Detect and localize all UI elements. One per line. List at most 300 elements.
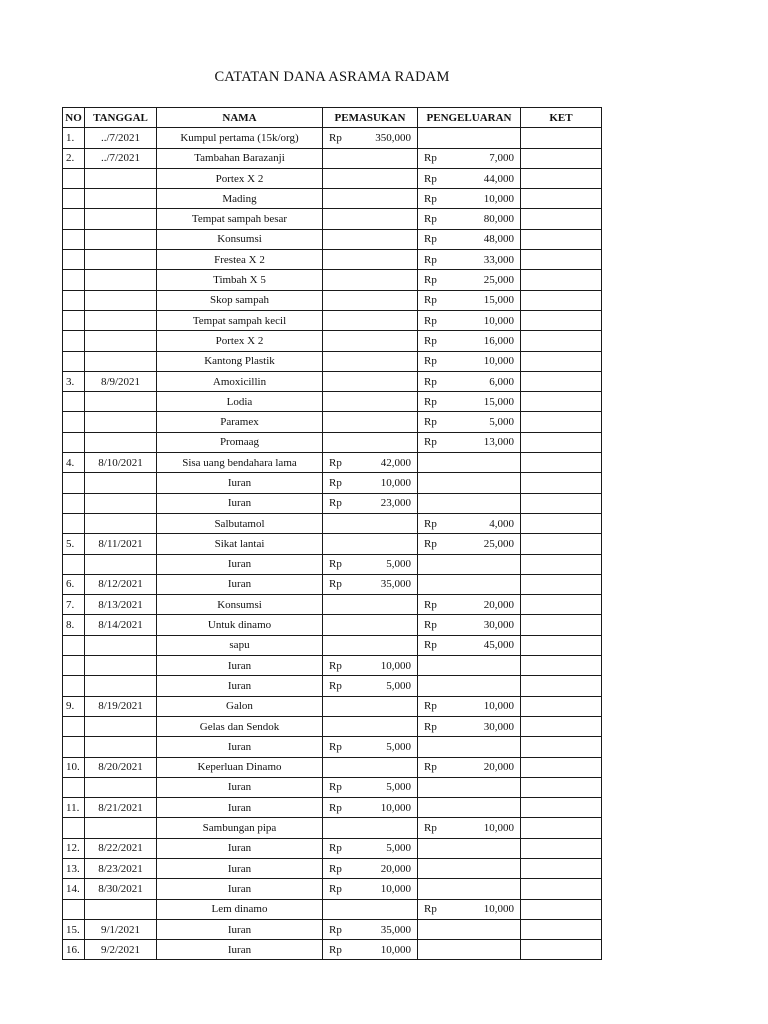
- header-ket: KET: [521, 108, 602, 128]
- cell-ket: [521, 392, 602, 412]
- cell-tanggal: 8/12/2021: [85, 574, 157, 594]
- cell-pengeluaran: [418, 798, 521, 818]
- cell-pemasukan: [323, 534, 418, 554]
- cell-pemasukan: [323, 128, 418, 148]
- cell-nama: Salbutamol: [157, 513, 323, 533]
- cell-pengeluaran: [418, 554, 521, 574]
- cell-no: 15.: [63, 919, 85, 939]
- table-row: [63, 635, 602, 655]
- cell-pengeluaran: [418, 351, 521, 371]
- cell-ket: [521, 432, 602, 452]
- currency-label: Rp: [424, 700, 437, 713]
- cell-ket: [521, 554, 602, 574]
- cell-nama: Sisa uang bendahara lama: [157, 453, 323, 473]
- currency-label: Rp: [329, 456, 342, 469]
- cell-pemasukan: [323, 696, 418, 716]
- currency-label: Rp: [424, 294, 437, 307]
- amount-value: 7,000: [489, 152, 514, 165]
- cell-pengeluaran: [418, 432, 521, 452]
- cell-pemasukan: [323, 331, 418, 351]
- cell-nama: Gelas dan Sendok: [157, 716, 323, 736]
- cell-tanggal: 8/10/2021: [85, 453, 157, 473]
- amount-value: 48,000: [483, 233, 514, 246]
- cell-nama: Iuran: [157, 777, 323, 797]
- cell-ket: [521, 696, 602, 716]
- amount-value: 10,000: [483, 314, 514, 327]
- table-row: [63, 128, 602, 148]
- cell-nama: Untuk dinamo: [157, 615, 323, 635]
- cell-nama: Iuran: [157, 737, 323, 757]
- cell-nama: Galon: [157, 696, 323, 716]
- currency-label: Rp: [329, 882, 342, 895]
- cell-no: [63, 189, 85, 209]
- cell-tanggal: 8/22/2021: [85, 838, 157, 858]
- table-row: [63, 838, 602, 858]
- cell-no: 2.: [63, 148, 85, 168]
- cell-no: [63, 818, 85, 838]
- cell-pengeluaran: [418, 310, 521, 330]
- amount-value: 10,000: [483, 355, 514, 368]
- cell-pemasukan: [323, 351, 418, 371]
- currency-label: Rp: [329, 476, 342, 489]
- cell-tanggal: [85, 432, 157, 452]
- cell-tanggal: [85, 209, 157, 229]
- table-row: [63, 168, 602, 188]
- cell-nama: Iuran: [157, 574, 323, 594]
- cell-pemasukan: [323, 209, 418, 229]
- amount-value: 20,000: [483, 598, 514, 611]
- cell-nama: Iuran: [157, 838, 323, 858]
- amount-value: 5,000: [386, 679, 411, 692]
- cell-pengeluaran: [418, 250, 521, 270]
- cell-nama: Konsumsi: [157, 595, 323, 615]
- table-row: [63, 209, 602, 229]
- cell-no: [63, 432, 85, 452]
- cell-tanggal: [85, 229, 157, 249]
- cell-tanggal: ../7/2021: [85, 148, 157, 168]
- cell-ket: [521, 656, 602, 676]
- cell-pemasukan: [323, 676, 418, 696]
- amount-value: 10,000: [380, 943, 411, 956]
- cell-nama: Tempat sampah besar: [157, 209, 323, 229]
- cell-nama: sapu: [157, 635, 323, 655]
- currency-label: Rp: [329, 578, 342, 591]
- cell-tanggal: [85, 412, 157, 432]
- cell-tanggal: [85, 737, 157, 757]
- cell-ket: [521, 899, 602, 919]
- cell-pengeluaran: [418, 899, 521, 919]
- cell-nama: Timbah X 5: [157, 270, 323, 290]
- ledger-table: [62, 107, 602, 960]
- cell-no: 1.: [63, 128, 85, 148]
- amount-value: 5,000: [489, 416, 514, 429]
- table-row: [63, 270, 602, 290]
- cell-ket: [521, 229, 602, 249]
- cell-nama: Iuran: [157, 940, 323, 960]
- amount-value: 25,000: [483, 274, 514, 287]
- cell-ket: [521, 595, 602, 615]
- cell-no: [63, 250, 85, 270]
- cell-tanggal: [85, 493, 157, 513]
- cell-no: [63, 229, 85, 249]
- amount-value: 35,000: [380, 578, 411, 591]
- amount-value: 80,000: [483, 213, 514, 226]
- cell-tanggal: 8/30/2021: [85, 879, 157, 899]
- amount-value: 33,000: [483, 253, 514, 266]
- cell-ket: [521, 858, 602, 878]
- cell-pengeluaran: [418, 656, 521, 676]
- cell-pengeluaran: [418, 371, 521, 391]
- header-nama: NAMA: [157, 108, 323, 128]
- cell-pengeluaran: [418, 818, 521, 838]
- cell-nama: Frestea X 2: [157, 250, 323, 270]
- table-row: [63, 696, 602, 716]
- table-row: [63, 189, 602, 209]
- cell-pemasukan: [323, 838, 418, 858]
- cell-ket: [521, 574, 602, 594]
- cell-no: 16.: [63, 940, 85, 960]
- currency-label: Rp: [329, 740, 342, 753]
- amount-value: 10,000: [483, 700, 514, 713]
- cell-ket: [521, 168, 602, 188]
- cell-no: 9.: [63, 696, 85, 716]
- header-row: [63, 108, 602, 128]
- cell-no: [63, 635, 85, 655]
- table-row: [63, 250, 602, 270]
- cell-pemasukan: [323, 432, 418, 452]
- cell-ket: [521, 331, 602, 351]
- currency-label: Rp: [424, 213, 437, 226]
- cell-nama: Iuran: [157, 554, 323, 574]
- cell-no: [63, 270, 85, 290]
- cell-pengeluaran: [418, 128, 521, 148]
- cell-pemasukan: [323, 737, 418, 757]
- cell-pemasukan: [323, 595, 418, 615]
- cell-tanggal: [85, 899, 157, 919]
- cell-ket: [521, 635, 602, 655]
- cell-pemasukan: [323, 615, 418, 635]
- currency-label: Rp: [424, 598, 437, 611]
- cell-ket: [521, 757, 602, 777]
- amount-value: 10,000: [483, 822, 514, 835]
- table-row: [63, 534, 602, 554]
- cell-nama: Portex X 2: [157, 168, 323, 188]
- cell-no: [63, 209, 85, 229]
- currency-label: Rp: [424, 395, 437, 408]
- amount-value: 10,000: [483, 192, 514, 205]
- cell-tanggal: [85, 310, 157, 330]
- currency-label: Rp: [424, 720, 437, 733]
- currency-label: Rp: [424, 537, 437, 550]
- cell-tanggal: [85, 676, 157, 696]
- currency-label: Rp: [424, 822, 437, 835]
- cell-ket: [521, 615, 602, 635]
- cell-pemasukan: [323, 818, 418, 838]
- table-row: [63, 656, 602, 676]
- document-title: CATATAN DANA ASRAMA RADAM: [214, 69, 450, 85]
- cell-ket: [521, 919, 602, 939]
- cell-pengeluaran: [418, 696, 521, 716]
- table-row: [63, 858, 602, 878]
- cell-pemasukan: [323, 656, 418, 676]
- cell-no: [63, 310, 85, 330]
- currency-label: Rp: [329, 497, 342, 510]
- cell-tanggal: [85, 716, 157, 736]
- table-row: [63, 229, 602, 249]
- cell-ket: [521, 737, 602, 757]
- currency-label: Rp: [329, 558, 342, 571]
- cell-pemasukan: [323, 716, 418, 736]
- cell-pengeluaran: [418, 270, 521, 290]
- table-row: [63, 899, 602, 919]
- amount-value: 20,000: [483, 761, 514, 774]
- cell-ket: [521, 371, 602, 391]
- amount-value: 15,000: [483, 395, 514, 408]
- cell-ket: [521, 412, 602, 432]
- amount-value: 15,000: [483, 294, 514, 307]
- cell-ket: [521, 940, 602, 960]
- cell-tanggal: [85, 189, 157, 209]
- cell-pengeluaran: [418, 940, 521, 960]
- amount-value: 30,000: [483, 720, 514, 733]
- amount-value: 45,000: [483, 639, 514, 652]
- header-tanggal: TANGGAL: [85, 108, 157, 128]
- amount-value: 13,000: [483, 436, 514, 449]
- table-row: [63, 757, 602, 777]
- currency-label: Rp: [424, 903, 437, 916]
- cell-nama: Sikat lantai: [157, 534, 323, 554]
- cell-pengeluaran: [418, 392, 521, 412]
- amount-value: 30,000: [483, 619, 514, 632]
- cell-pengeluaran: [418, 838, 521, 858]
- cell-tanggal: [85, 331, 157, 351]
- cell-pengeluaran: [418, 189, 521, 209]
- table-row: [63, 331, 602, 351]
- cell-pengeluaran: [418, 615, 521, 635]
- cell-pemasukan: [323, 858, 418, 878]
- amount-value: 5,000: [386, 842, 411, 855]
- cell-pengeluaran: [418, 168, 521, 188]
- cell-no: 5.: [63, 534, 85, 554]
- cell-no: 7.: [63, 595, 85, 615]
- cell-nama: Skop sampah: [157, 290, 323, 310]
- cell-no: [63, 473, 85, 493]
- currency-label: Rp: [424, 152, 437, 165]
- cell-no: [63, 392, 85, 412]
- currency-label: Rp: [424, 416, 437, 429]
- amount-value: 10,000: [380, 801, 411, 814]
- cell-tanggal: [85, 250, 157, 270]
- table-row: [63, 716, 602, 736]
- cell-pemasukan: [323, 635, 418, 655]
- currency-label: Rp: [424, 355, 437, 368]
- table-row: [63, 818, 602, 838]
- cell-pengeluaran: [418, 879, 521, 899]
- cell-pemasukan: [323, 777, 418, 797]
- cell-no: 8.: [63, 615, 85, 635]
- cell-pemasukan: [323, 879, 418, 899]
- table-row: [63, 493, 602, 513]
- cell-pengeluaran: [418, 513, 521, 533]
- cell-tanggal: [85, 290, 157, 310]
- cell-ket: [521, 716, 602, 736]
- currency-label: Rp: [424, 761, 437, 774]
- cell-pengeluaran: [418, 493, 521, 513]
- currency-label: Rp: [329, 842, 342, 855]
- table-row: [63, 798, 602, 818]
- cell-pemasukan: [323, 493, 418, 513]
- cell-no: [63, 737, 85, 757]
- cell-nama: Sambungan pipa: [157, 818, 323, 838]
- header-no: NO: [63, 108, 85, 128]
- table-row: [63, 615, 602, 635]
- currency-label: Rp: [424, 253, 437, 266]
- cell-nama: Tempat sampah kecil: [157, 310, 323, 330]
- cell-tanggal: [85, 635, 157, 655]
- cell-pengeluaran: [418, 331, 521, 351]
- cell-tanggal: [85, 351, 157, 371]
- table-row: [63, 595, 602, 615]
- cell-nama: Amoxicillin: [157, 371, 323, 391]
- amount-value: 5,000: [386, 781, 411, 794]
- cell-pengeluaran: [418, 757, 521, 777]
- currency-label: Rp: [424, 517, 437, 530]
- cell-nama: Iuran: [157, 493, 323, 513]
- cell-no: 12.: [63, 838, 85, 858]
- cell-nama: Paramex: [157, 412, 323, 432]
- cell-tanggal: [85, 270, 157, 290]
- cell-pengeluaran: [418, 290, 521, 310]
- table-row: [63, 676, 602, 696]
- cell-pengeluaran: [418, 453, 521, 473]
- table-row: [63, 737, 602, 757]
- cell-ket: [521, 513, 602, 533]
- table-row: [63, 290, 602, 310]
- cell-ket: [521, 818, 602, 838]
- amount-value: 10,000: [380, 659, 411, 672]
- cell-nama: Iuran: [157, 473, 323, 493]
- cell-no: [63, 331, 85, 351]
- cell-ket: [521, 473, 602, 493]
- table-row: [63, 554, 602, 574]
- cell-no: 14.: [63, 879, 85, 899]
- cell-pemasukan: [323, 513, 418, 533]
- cell-no: [63, 493, 85, 513]
- cell-ket: [521, 676, 602, 696]
- cell-tanggal: [85, 168, 157, 188]
- table-row: [63, 148, 602, 168]
- cell-pemasukan: [323, 168, 418, 188]
- cell-pemasukan: [323, 940, 418, 960]
- cell-no: 13.: [63, 858, 85, 878]
- cell-nama: Promaag: [157, 432, 323, 452]
- cell-pengeluaran: [418, 595, 521, 615]
- table-row: [63, 432, 602, 452]
- cell-pemasukan: [323, 290, 418, 310]
- cell-pemasukan: [323, 554, 418, 574]
- cell-ket: [521, 534, 602, 554]
- cell-ket: [521, 453, 602, 473]
- cell-ket: [521, 310, 602, 330]
- currency-label: Rp: [424, 334, 437, 347]
- cell-tanggal: 8/23/2021: [85, 858, 157, 878]
- cell-ket: [521, 250, 602, 270]
- cell-no: [63, 513, 85, 533]
- cell-no: [63, 716, 85, 736]
- cell-pemasukan: [323, 453, 418, 473]
- cell-pemasukan: [323, 899, 418, 919]
- currency-label: Rp: [329, 862, 342, 875]
- currency-label: Rp: [329, 801, 342, 814]
- cell-tanggal: [85, 392, 157, 412]
- cell-tanggal: 8/19/2021: [85, 696, 157, 716]
- cell-nama: Iuran: [157, 919, 323, 939]
- table-row: [63, 879, 602, 899]
- currency-label: Rp: [424, 375, 437, 388]
- cell-pemasukan: [323, 148, 418, 168]
- currency-label: Rp: [424, 639, 437, 652]
- cell-pemasukan: [323, 757, 418, 777]
- table-row: [63, 473, 602, 493]
- amount-value: 25,000: [483, 537, 514, 550]
- amount-value: 5,000: [386, 558, 411, 571]
- cell-pemasukan: [323, 371, 418, 391]
- cell-nama: Lem dinamo: [157, 899, 323, 919]
- cell-pengeluaran: [418, 737, 521, 757]
- table-row: [63, 940, 602, 960]
- cell-tanggal: [85, 473, 157, 493]
- cell-tanggal: [85, 513, 157, 533]
- cell-tanggal: [85, 656, 157, 676]
- cell-pemasukan: [323, 919, 418, 939]
- cell-nama: Kantong Plastik: [157, 351, 323, 371]
- amount-value: 10,000: [380, 882, 411, 895]
- cell-pemasukan: [323, 473, 418, 493]
- currency-label: Rp: [329, 781, 342, 794]
- cell-no: 3.: [63, 371, 85, 391]
- header-pengeluaran: PENGELUARAN: [418, 108, 521, 128]
- cell-ket: [521, 270, 602, 290]
- cell-nama: Konsumsi: [157, 229, 323, 249]
- currency-label: Rp: [329, 923, 342, 936]
- amount-value: 10,000: [380, 476, 411, 489]
- cell-no: [63, 168, 85, 188]
- cell-pemasukan: [323, 798, 418, 818]
- currency-label: Rp: [424, 436, 437, 449]
- cell-no: [63, 899, 85, 919]
- table-row: [63, 371, 602, 391]
- currency-label: Rp: [329, 943, 342, 956]
- table-row: [63, 513, 602, 533]
- cell-pengeluaran: [418, 919, 521, 939]
- cell-pengeluaran: [418, 676, 521, 696]
- cell-no: 4.: [63, 453, 85, 473]
- table-row: [63, 574, 602, 594]
- cell-pemasukan: [323, 392, 418, 412]
- cell-nama: Iuran: [157, 858, 323, 878]
- cell-pemasukan: [323, 229, 418, 249]
- cell-nama: Iuran: [157, 798, 323, 818]
- cell-tanggal: 9/1/2021: [85, 919, 157, 939]
- amount-value: 4,000: [489, 517, 514, 530]
- cell-pengeluaran: [418, 635, 521, 655]
- cell-pemasukan: [323, 412, 418, 432]
- cell-tanggal: 8/13/2021: [85, 595, 157, 615]
- table-row: [63, 351, 602, 371]
- cell-tanggal: [85, 818, 157, 838]
- amount-value: 44,000: [483, 172, 514, 185]
- cell-no: 6.: [63, 574, 85, 594]
